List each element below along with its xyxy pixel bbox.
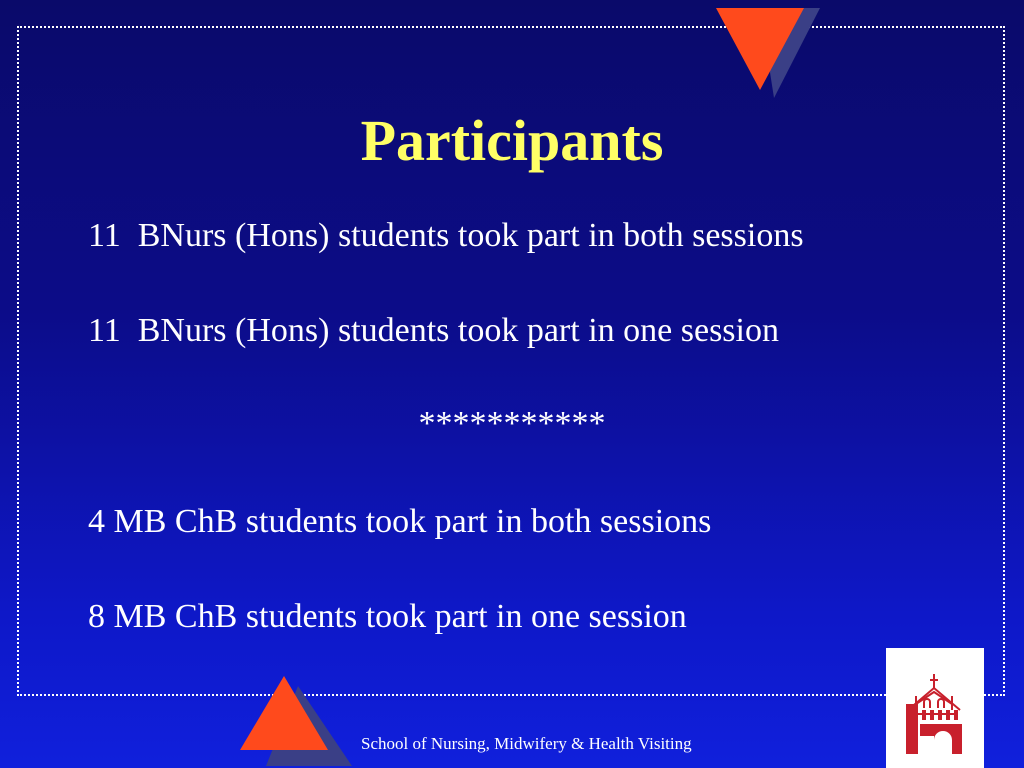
- participant-line-1: 11 BNurs (Hons) students took part in both sessions: [88, 217, 804, 254]
- university-logo: [886, 648, 984, 768]
- footer-school-name: School of Nursing, Midwifery & Health Visiting: [361, 734, 692, 753]
- participant-line-2: 11 BNurs (Hons) students took part in one session: [88, 312, 779, 349]
- separator-asterisks: ***********: [418, 405, 606, 442]
- participant-line-3: 4 MB ChB students took part in both sessions: [88, 503, 712, 540]
- university-building-logo-icon: [886, 648, 984, 768]
- decorative-triangle-top-icon: [716, 8, 820, 98]
- participant-line-4: 8 MB ChB students took part in one session: [88, 598, 687, 635]
- slide-title: Participants: [360, 108, 664, 173]
- decorative-triangle-bottom-icon: [240, 674, 352, 766]
